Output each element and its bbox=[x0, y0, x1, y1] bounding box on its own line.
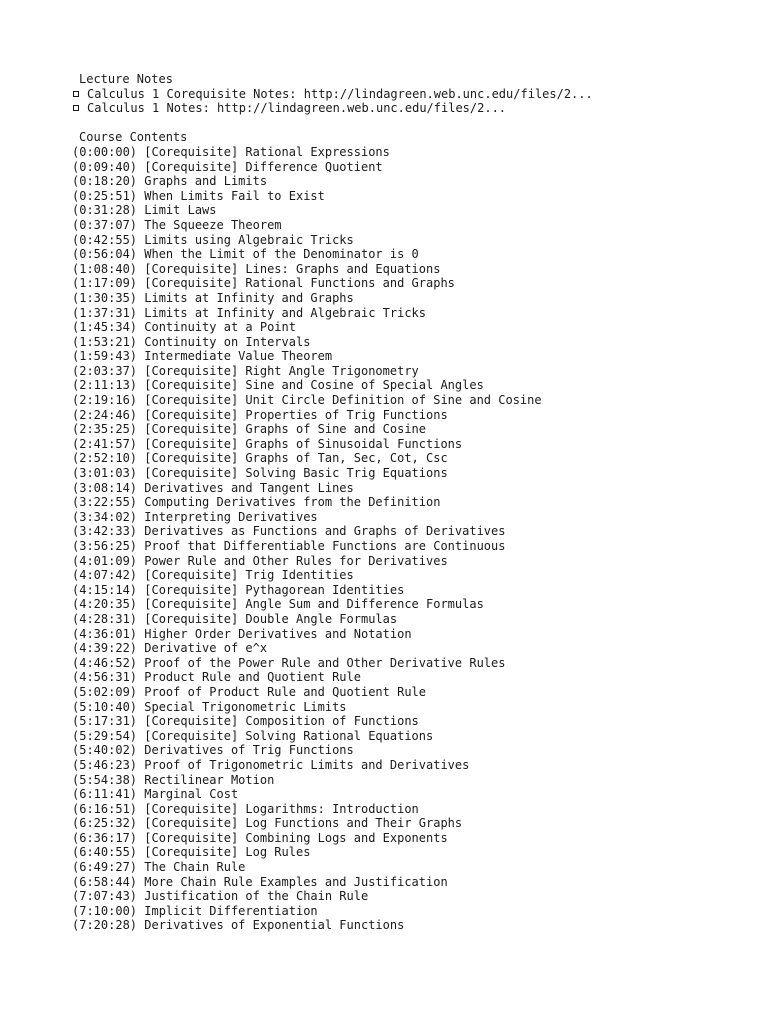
course-content-entry: (4:15:14) [Corequisite] Pythagorean Identities bbox=[72, 582, 405, 597]
course-contents-heading: Course Contents bbox=[79, 130, 188, 145]
course-content-entry: (0:18:20) Graphs and Limits bbox=[72, 174, 268, 189]
course-content-entry: (2:52:10) [Corequisite] Graphs of Tan, Sec, Cot, Csc bbox=[72, 451, 448, 466]
course-content-entry: (5:17:31) [Corequisite] Composition of Functions bbox=[72, 714, 419, 729]
bullet-square-icon bbox=[73, 105, 79, 111]
course-content-entry: (2:24:46) [Corequisite] Properties of Trig Functions bbox=[72, 407, 448, 422]
document-body bbox=[72, 72, 752, 933]
course-content-entry: (4:01:09) Power Rule and Other Rules for Derivatives bbox=[72, 553, 448, 568]
course-content-entry: (5:29:54) [Corequisite] Solving Rational Equations bbox=[72, 728, 434, 743]
course-content-entry: (1:30:35) Limits at Infinity and Graphs bbox=[72, 290, 354, 305]
course-content-entry: (4:56:31) Product Rule and Quotient Rule bbox=[72, 670, 361, 685]
course-content-entry: (1:59:43) Intermediate Value Theorem bbox=[72, 349, 333, 364]
course-content-entry: (0:09:40) [Corequisite] Difference Quotient bbox=[72, 159, 383, 174]
course-content-entry: (6:58:44) More Chain Rule Examples and Justification bbox=[72, 874, 448, 889]
course-content-entry: (2:41:57) [Corequisite] Graphs of Sinusoidal Functions bbox=[72, 436, 463, 451]
course-content-entry: (0:00:00) [Corequisite] Rational Expressions bbox=[72, 144, 390, 159]
course-content-entry: (3:42:33) Derivatives as Functions and Graphs of Derivatives bbox=[72, 524, 506, 539]
course-content-entry: (3:56:25) Proof that Differentiable Functions are Continuous bbox=[72, 539, 506, 553]
course-content-entry: (6:36:17) [Corequisite] Combining Logs and Exponents bbox=[72, 830, 448, 845]
course-content-entry: (1:17:09) [Corequisite] Rational Functions and Graphs bbox=[72, 276, 455, 291]
course-content-entry: (5:02:09) Proof of Product Rule and Quotient Rule bbox=[72, 684, 427, 699]
course-content-entry: (5:10:40) Special Trigonometric Limits bbox=[72, 699, 347, 714]
section-spacer bbox=[72, 116, 752, 131]
course-content-entry: (6:25:32) [Corequisite] Log Functions and Their Graphs bbox=[72, 816, 463, 831]
course-content-entry: (3:01:03) [Corequisite] Solving Basic Trig Equations bbox=[72, 466, 448, 481]
course-content-entry: (4:36:01) Higher Order Derivatives and Notation bbox=[72, 626, 412, 641]
course-content-entry: (0:37:07) The Squeeze Theorem bbox=[72, 217, 282, 232]
course-content-entry: (2:19:16) [Corequisite] Unit Circle Definition of Sine and Cosine bbox=[72, 393, 542, 408]
course-content-entry: (2:35:25) [Corequisite] Graphs of Sine and Cosine bbox=[72, 422, 427, 437]
lecture-notes-link-text[interactable]: Calculus 1 Corequisite Notes: http://lindagreen.web.unc.edu/files/2... bbox=[87, 86, 593, 101]
course-content-entry: (1:45:34) Continuity at a Point bbox=[72, 320, 296, 335]
course-content-entry: (0:56:04) When the Limit of the Denominator is 0 bbox=[72, 247, 419, 262]
course-content-entry: (0:31:28) Limit Laws bbox=[72, 203, 217, 218]
course-content-entry: (0:42:55) Limits using Algebraic Tricks bbox=[72, 232, 354, 247]
course-content-entry: (6:11:41) Marginal Cost bbox=[72, 787, 239, 802]
course-content-entry: (7:10:00) Implicit Differentiation bbox=[72, 903, 318, 918]
course-content-entry: (5:40:02) Derivatives of Trig Functions bbox=[72, 743, 354, 758]
course-content-entry: (3:34:02) Interpreting Derivatives bbox=[72, 509, 318, 524]
course-content-entry: (3:22:55) Computing Derivatives from the Definition bbox=[72, 495, 441, 510]
course-content-entry: (5:46:23) Proof of Trigonometric Limits and Derivatives bbox=[72, 757, 470, 772]
course-content-entry: (4:46:52) Proof of the Power Rule and Other Derivative Rules bbox=[72, 655, 506, 670]
course-content-entry: (4:20:35) [Corequisite] Angle Sum and Difference Formulas bbox=[72, 597, 484, 612]
course-content-entry: (4:28:31) [Corequisite] Double Angle Formulas bbox=[72, 611, 398, 626]
course-content-entry: (1:53:21) Continuity on Intervals bbox=[72, 334, 311, 349]
course-content-entry: (6:49:27) The Chain Rule bbox=[72, 860, 246, 875]
bullet-square-icon bbox=[73, 91, 79, 97]
lecture-notes-link-item[interactable] bbox=[72, 87, 752, 102]
course-content-entry: (4:39:22) Derivative of e^x bbox=[72, 641, 268, 656]
course-content-entry: (6:40:55) [Corequisite] Log Rules bbox=[72, 845, 311, 860]
course-contents-list bbox=[72, 145, 752, 933]
course-content-entry: (7:20:28) Derivatives of Exponential Functions bbox=[72, 918, 405, 933]
course-content-entry: (7:07:43) Justification of the Chain Rule bbox=[72, 889, 369, 904]
lecture-notes-heading: Lecture Notes bbox=[79, 72, 173, 86]
course-content-entry: (1:37:31) Limits at Infinity and Algebraic Tricks bbox=[72, 305, 427, 320]
course-content-entry: (2:11:13) [Corequisite] Sine and Cosine of Special Angles bbox=[72, 378, 484, 393]
course-content-entry: (0:25:51) When Limits Fail to Exist bbox=[72, 188, 325, 203]
course-content-entry: (4:07:42) [Corequisite] Trig Identities bbox=[72, 568, 354, 583]
lecture-notes-link-text[interactable]: Calculus 1 Notes: http://lindagreen.web.unc.edu/files/2... bbox=[87, 101, 507, 116]
course-content-entry: (1:08:40) [Corequisite] Lines: Graphs and Equations bbox=[72, 261, 441, 276]
lecture-notes-link-item[interactable] bbox=[72, 101, 752, 116]
course-content-entry: (3:08:14) Derivatives and Tangent Lines bbox=[72, 480, 354, 495]
course-content-entry: (6:16:51) [Corequisite] Logarithms: Introduction bbox=[72, 801, 419, 816]
course-content-entry: (5:54:38) Rectilinear Motion bbox=[72, 772, 275, 787]
course-content-entry: (2:03:37) [Corequisite] Right Angle Trigonometry bbox=[72, 363, 419, 378]
